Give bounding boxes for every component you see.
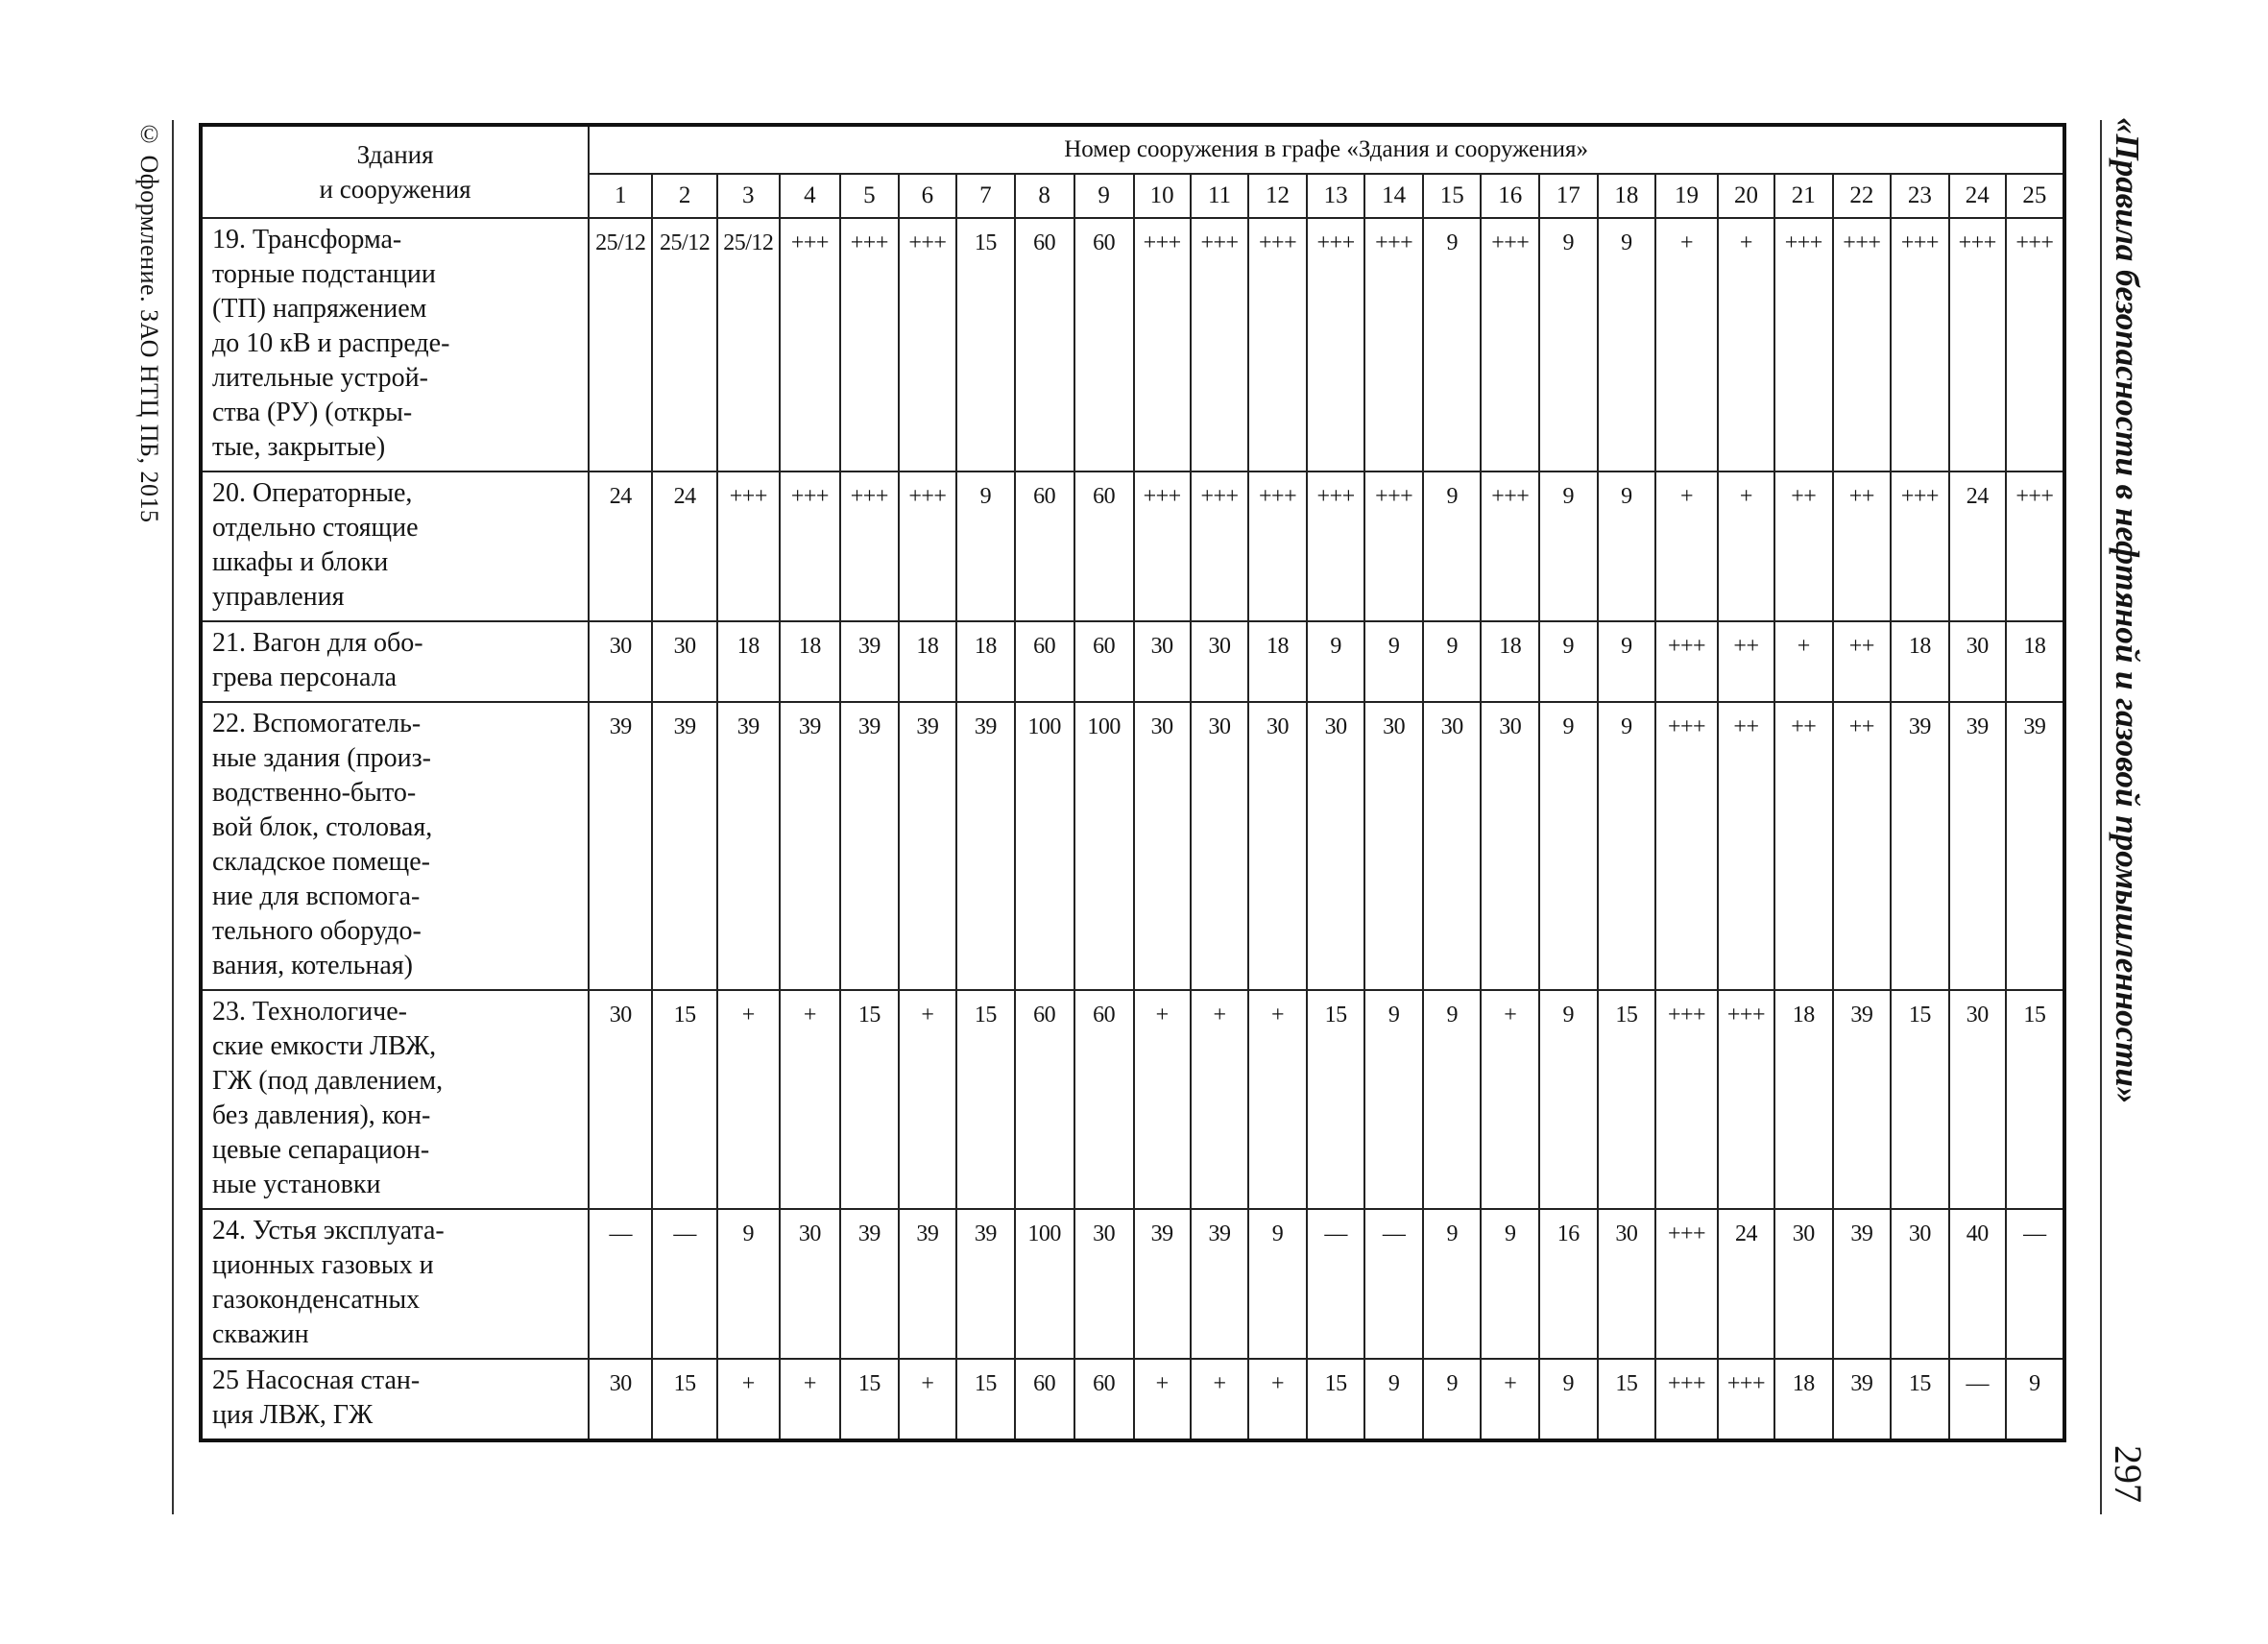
- distance-value-cell: 100: [1015, 702, 1074, 990]
- distance-value-cell: 30: [1949, 621, 2006, 702]
- column-number-header: 2: [652, 174, 717, 218]
- building-name-line: вой блок, столовая,: [212, 812, 433, 842]
- distance-value-cell: +++: [1833, 218, 1892, 471]
- distance-value-cell: +++: [1655, 1209, 1718, 1359]
- distance-value-cell: 39: [1833, 1209, 1892, 1359]
- distance-value-cell: 30: [589, 621, 652, 702]
- distance-value-cell: +: [899, 1359, 957, 1440]
- table-row: [201, 218, 2064, 471]
- distance-value-cell: 24: [1718, 1209, 1774, 1359]
- distance-value-cell: 30: [1774, 1209, 1833, 1359]
- building-name-line: газоконденсатных: [212, 1285, 421, 1315]
- distance-value-cell: +++: [1891, 471, 1949, 621]
- distance-value-cell: 25/12: [652, 218, 717, 471]
- distance-value-cell: 15: [1598, 1359, 1656, 1440]
- distance-value-cell: +++: [1248, 471, 1307, 621]
- distance-value-cell: 9: [1423, 1209, 1482, 1359]
- column-number-header: 7: [956, 174, 1015, 218]
- building-name-line: водственно-быто-: [212, 778, 417, 808]
- distance-value-cell: 15: [956, 990, 1015, 1209]
- left-margin-rule: [172, 120, 174, 1514]
- distance-value-cell: 24: [1949, 471, 2006, 621]
- distance-value-cell: +++: [840, 471, 899, 621]
- building-name-line: ские емкости ЛВЖ,: [212, 1031, 437, 1061]
- distance-value-cell: +++: [1718, 990, 1774, 1209]
- column-number-header: 13: [1307, 174, 1365, 218]
- building-name-cell: [201, 702, 589, 990]
- distance-value-cell: 39: [652, 702, 717, 990]
- distance-value-cell: 60: [1074, 218, 1134, 471]
- distance-value-cell: 24: [652, 471, 717, 621]
- building-name-line: ные установки: [212, 1170, 381, 1199]
- distance-value-cell: +++: [717, 471, 780, 621]
- column-number-header: 24: [1949, 174, 2006, 218]
- distance-value-cell: +++: [1134, 218, 1191, 471]
- distance-value-cell: +++: [1481, 471, 1539, 621]
- distance-value-cell: 9: [1598, 471, 1656, 621]
- distance-value-cell: 18: [956, 621, 1015, 702]
- building-name-line: ционных газовых и: [212, 1250, 434, 1280]
- corner-header-line: Здания: [356, 140, 434, 169]
- distance-value-cell: +++: [780, 218, 840, 471]
- building-name-line: тельного оборудо-: [212, 916, 422, 946]
- copyright-text: © Оформление. ЗАО НТЦ ПБ, 2015: [135, 120, 163, 523]
- column-number-header: 10: [1134, 174, 1191, 218]
- distance-value-cell: 9: [1598, 621, 1656, 702]
- distance-value-cell: +++: [1364, 218, 1423, 471]
- building-name-line: цевые сепарацион-: [212, 1135, 430, 1165]
- distance-value-cell: 9: [1539, 1359, 1598, 1440]
- distance-value-cell: 9: [1539, 471, 1598, 621]
- distance-value-cell: 25/12: [589, 218, 652, 471]
- table-row: [201, 702, 2064, 990]
- column-number-header: 9: [1074, 174, 1134, 218]
- building-name-line: 19. Трансформа-: [212, 225, 402, 254]
- table-body: [201, 218, 2064, 1440]
- distance-value-cell: +: [1481, 1359, 1539, 1440]
- column-number-header: 12: [1248, 174, 1307, 218]
- distance-value-cell: 15: [652, 1359, 717, 1440]
- distance-value-cell: +++: [1774, 218, 1833, 471]
- distance-value-cell: 39: [780, 702, 840, 990]
- distance-value-cell: 9: [1307, 621, 1365, 702]
- distance-value-cell: 18: [780, 621, 840, 702]
- distance-value-cell: +++: [1891, 218, 1949, 471]
- distance-value-cell: 30: [1248, 702, 1307, 990]
- distance-value-cell: 30: [589, 990, 652, 1209]
- distance-value-cell: +++: [1307, 218, 1365, 471]
- distance-value-cell: —: [589, 1209, 652, 1359]
- distance-value-cell: ++: [1774, 702, 1833, 990]
- distance-norms-table-wrapper: [199, 123, 2066, 1431]
- distance-value-cell: +++: [1364, 471, 1423, 621]
- distance-value-cell: 60: [1074, 471, 1134, 621]
- distance-value-cell: +++: [1481, 218, 1539, 471]
- building-name-line: грева персонала: [212, 663, 398, 692]
- distance-value-cell: 9: [1423, 218, 1482, 471]
- distance-value-cell: 30: [1481, 702, 1539, 990]
- distance-value-cell: 39: [1891, 702, 1949, 990]
- distance-value-cell: 30: [1423, 702, 1482, 990]
- table-row: [201, 621, 2064, 702]
- distance-value-cell: +++: [2006, 471, 2064, 621]
- distance-value-cell: 60: [1015, 218, 1074, 471]
- distance-value-cell: 15: [840, 1359, 899, 1440]
- distance-value-cell: +++: [780, 471, 840, 621]
- distance-value-cell: 30: [1191, 621, 1249, 702]
- distance-value-cell: 18: [1891, 621, 1949, 702]
- distance-value-cell: 25/12: [717, 218, 780, 471]
- left-margin: [134, 120, 173, 581]
- distance-value-cell: 39: [1191, 1209, 1249, 1359]
- distance-value-cell: 39: [840, 621, 899, 702]
- distance-value-cell: 18: [1774, 990, 1833, 1209]
- building-name-cell: [201, 471, 589, 621]
- distance-value-cell: 39: [840, 702, 899, 990]
- building-name-line: складское помеще-: [212, 847, 430, 877]
- page-number: 297: [2107, 1445, 2150, 1503]
- distance-value-cell: 9: [1423, 471, 1482, 621]
- distance-value-cell: 18: [1248, 621, 1307, 702]
- building-name-cell: [201, 1359, 589, 1440]
- distance-value-cell: 39: [899, 1209, 957, 1359]
- column-number-header: 17: [1539, 174, 1598, 218]
- distance-value-cell: ++: [1833, 621, 1892, 702]
- distance-value-cell: 18: [1481, 621, 1539, 702]
- distance-value-cell: +: [717, 1359, 780, 1440]
- building-name-cell: [201, 990, 589, 1209]
- distance-value-cell: 9: [1598, 218, 1656, 471]
- building-name-line: ция ЛВЖ, ГЖ: [212, 1400, 374, 1430]
- column-number-header: 25: [2006, 174, 2064, 218]
- building-name-line: 25 Насосная стан-: [212, 1366, 421, 1395]
- distance-value-cell: +: [1248, 990, 1307, 1209]
- building-name-line: скважин: [212, 1319, 309, 1349]
- table-row: [201, 1359, 2064, 1440]
- distance-value-cell: 18: [1774, 1359, 1833, 1440]
- distance-value-cell: 30: [589, 1359, 652, 1440]
- distance-value-cell: 18: [899, 621, 957, 702]
- distance-value-cell: 39: [1949, 702, 2006, 990]
- distance-value-cell: 9: [1539, 702, 1598, 990]
- distance-value-cell: +: [780, 990, 840, 1209]
- distance-value-cell: +++: [840, 218, 899, 471]
- column-number-header: 21: [1774, 174, 1833, 218]
- distance-value-cell: 39: [956, 702, 1015, 990]
- right-margin-rule: [2100, 120, 2102, 1514]
- table-row: [201, 990, 2064, 1209]
- distance-value-cell: +++: [1655, 702, 1718, 990]
- distance-value-cell: ++: [1833, 702, 1892, 990]
- table-row: [201, 1209, 2064, 1359]
- distance-value-cell: 39: [1833, 990, 1892, 1209]
- building-name-cell: [201, 218, 589, 471]
- distance-value-cell: 60: [1015, 1359, 1074, 1440]
- building-name-line: лительные устрой-: [212, 363, 428, 393]
- distance-value-cell: 60: [1015, 471, 1074, 621]
- building-name-line: ства (РУ) (откры-: [212, 398, 413, 427]
- distance-value-cell: +++: [1191, 471, 1249, 621]
- distance-value-cell: +++: [899, 218, 957, 471]
- column-number-header: 8: [1015, 174, 1074, 218]
- column-number-header: 6: [899, 174, 957, 218]
- building-name-cell: [201, 621, 589, 702]
- distance-value-cell: 30: [1891, 1209, 1949, 1359]
- distance-value-cell: 30: [1364, 702, 1423, 990]
- distance-value-cell: 60: [1074, 621, 1134, 702]
- distance-value-cell: +++: [1191, 218, 1249, 471]
- distance-value-cell: +++: [2006, 218, 2064, 471]
- distance-value-cell: 100: [1015, 1209, 1074, 1359]
- distance-value-cell: 15: [652, 990, 717, 1209]
- distance-value-cell: 15: [1307, 1359, 1365, 1440]
- building-name-line: 20. Операторные,: [212, 478, 413, 508]
- distance-value-cell: 9: [1539, 218, 1598, 471]
- distance-value-cell: —: [2006, 1209, 2064, 1359]
- distance-value-cell: 30: [1598, 1209, 1656, 1359]
- distance-value-cell: +++: [1655, 621, 1718, 702]
- building-name-line: торные подстанции: [212, 259, 436, 289]
- distance-value-cell: 30: [780, 1209, 840, 1359]
- distance-value-cell: +: [1134, 990, 1191, 1209]
- building-name-line: 23. Технологиче-: [212, 997, 407, 1027]
- distance-value-cell: +: [1655, 471, 1718, 621]
- distance-value-cell: 9: [1598, 702, 1656, 990]
- building-name-line: отдельно стоящие: [212, 513, 419, 543]
- distance-value-cell: 9: [1364, 1359, 1423, 1440]
- column-number-header: 16: [1481, 174, 1539, 218]
- distance-value-cell: 30: [1134, 702, 1191, 990]
- column-number-header: 14: [1364, 174, 1423, 218]
- distance-norms-table: [199, 123, 2066, 1442]
- distance-value-cell: 24: [589, 471, 652, 621]
- distance-value-cell: +++: [1655, 1359, 1718, 1440]
- distance-value-cell: 15: [1891, 990, 1949, 1209]
- column-number-header: 19: [1655, 174, 1718, 218]
- distance-value-cell: +++: [1949, 218, 2006, 471]
- column-number-header: 23: [1891, 174, 1949, 218]
- building-name-line: шкафы и блоки: [212, 547, 389, 577]
- distance-value-cell: ++: [1718, 621, 1774, 702]
- column-number-header: 11: [1191, 174, 1249, 218]
- distance-value-cell: 39: [899, 702, 957, 990]
- distance-value-cell: 9: [2006, 1359, 2064, 1440]
- distance-value-cell: —: [1364, 1209, 1423, 1359]
- distance-value-cell: +: [899, 990, 957, 1209]
- column-number-header: 22: [1833, 174, 1892, 218]
- distance-value-cell: +: [1718, 218, 1774, 471]
- distance-value-cell: +++: [1718, 1359, 1774, 1440]
- building-name-line: ные здания (произ-: [212, 743, 431, 773]
- distance-value-cell: 39: [717, 702, 780, 990]
- distance-value-cell: 100: [1074, 702, 1134, 990]
- column-number-header: 20: [1718, 174, 1774, 218]
- column-number-header: 15: [1423, 174, 1482, 218]
- distance-value-cell: 15: [1598, 990, 1656, 1209]
- distance-value-cell: ++: [1718, 702, 1774, 990]
- distance-value-cell: 9: [1423, 621, 1482, 702]
- distance-value-cell: 39: [1833, 1359, 1892, 1440]
- distance-value-cell: 30: [1134, 621, 1191, 702]
- distance-value-cell: +++: [1248, 218, 1307, 471]
- column-number-header: 5: [840, 174, 899, 218]
- distance-value-cell: +: [1481, 990, 1539, 1209]
- building-name-line: тые, закрытые): [212, 432, 386, 462]
- distance-value-cell: 9: [1539, 990, 1598, 1209]
- table-header-row-group: [201, 125, 2064, 174]
- distance-value-cell: +: [1655, 218, 1718, 471]
- distance-value-cell: 18: [2006, 621, 2064, 702]
- distance-value-cell: 9: [1423, 990, 1482, 1209]
- distance-value-cell: +: [1191, 1359, 1249, 1440]
- distance-value-cell: 30: [1949, 990, 2006, 1209]
- distance-value-cell: —: [1307, 1209, 1365, 1359]
- distance-value-cell: ++: [1833, 471, 1892, 621]
- distance-value-cell: 39: [956, 1209, 1015, 1359]
- distance-value-cell: 9: [1248, 1209, 1307, 1359]
- distance-value-cell: 9: [1423, 1359, 1482, 1440]
- building-name-line: вания, котельная): [212, 951, 413, 980]
- distance-value-cell: 15: [1307, 990, 1365, 1209]
- distance-value-cell: +: [780, 1359, 840, 1440]
- distance-value-cell: 15: [956, 1359, 1015, 1440]
- building-name-line: до 10 кВ и распреде-: [212, 328, 450, 358]
- distance-value-cell: 60: [1015, 621, 1074, 702]
- distance-value-cell: +: [1134, 1359, 1191, 1440]
- building-name-line: ние для вспомога-: [212, 882, 421, 911]
- distance-value-cell: 60: [1015, 990, 1074, 1209]
- building-name-line: 24. Устья эксплуата-: [212, 1216, 445, 1245]
- table-row: [201, 471, 2064, 621]
- distance-value-cell: +: [1774, 621, 1833, 702]
- building-name-line: без давления), кон-: [212, 1100, 431, 1130]
- building-name-cell: [201, 1209, 589, 1359]
- distance-value-cell: 40: [1949, 1209, 2006, 1359]
- column-number-header: 1: [589, 174, 652, 218]
- group-header: Номер сооружения в графе «Здания и сооружения»: [589, 125, 2064, 174]
- distance-value-cell: 15: [1891, 1359, 1949, 1440]
- distance-value-cell: 39: [589, 702, 652, 990]
- distance-value-cell: +: [1718, 471, 1774, 621]
- distance-value-cell: 15: [840, 990, 899, 1209]
- distance-value-cell: +: [717, 990, 780, 1209]
- building-name-line: управления: [212, 582, 345, 612]
- distance-value-cell: 39: [1134, 1209, 1191, 1359]
- distance-value-cell: +++: [1134, 471, 1191, 621]
- distance-value-cell: 60: [1074, 990, 1134, 1209]
- building-name-line: ГЖ (под давлением,: [212, 1066, 444, 1096]
- column-number-header: 3: [717, 174, 780, 218]
- distance-value-cell: 30: [1074, 1209, 1134, 1359]
- corner-header-line: и сооружения: [319, 175, 471, 204]
- distance-value-cell: +: [1248, 1359, 1307, 1440]
- column-number-header: 18: [1598, 174, 1656, 218]
- building-name-line: (ТП) напряжением: [212, 294, 427, 324]
- distance-value-cell: 9: [1364, 621, 1423, 702]
- distance-value-cell: +++: [1307, 471, 1365, 621]
- distance-value-cell: +++: [1655, 990, 1718, 1209]
- distance-value-cell: 9: [1539, 621, 1598, 702]
- distance-value-cell: 15: [2006, 990, 2064, 1209]
- column-number-header: 4: [780, 174, 840, 218]
- running-title: «Правила безопасности в нефтяной и газовой промышленности»: [2109, 117, 2146, 1104]
- distance-value-cell: 30: [652, 621, 717, 702]
- distance-value-cell: 60: [1074, 1359, 1134, 1440]
- distance-value-cell: 9: [1364, 990, 1423, 1209]
- building-name-line: 22. Вспомогатель-: [212, 709, 422, 738]
- distance-value-cell: 9: [1481, 1209, 1539, 1359]
- building-name-line: 21. Вагон для обо-: [212, 628, 423, 658]
- distance-value-cell: 15: [956, 218, 1015, 471]
- distance-value-cell: 16: [1539, 1209, 1598, 1359]
- distance-value-cell: 30: [1191, 702, 1249, 990]
- distance-value-cell: 39: [840, 1209, 899, 1359]
- distance-value-cell: 18: [717, 621, 780, 702]
- distance-value-cell: 39: [2006, 702, 2064, 990]
- distance-value-cell: +++: [899, 471, 957, 621]
- distance-value-cell: 9: [717, 1209, 780, 1359]
- distance-value-cell: +: [1191, 990, 1249, 1209]
- distance-value-cell: —: [652, 1209, 717, 1359]
- distance-value-cell: ++: [1774, 471, 1833, 621]
- distance-value-cell: 9: [956, 471, 1015, 621]
- distance-value-cell: —: [1949, 1359, 2006, 1440]
- corner-header: [201, 125, 589, 218]
- distance-value-cell: 30: [1307, 702, 1365, 990]
